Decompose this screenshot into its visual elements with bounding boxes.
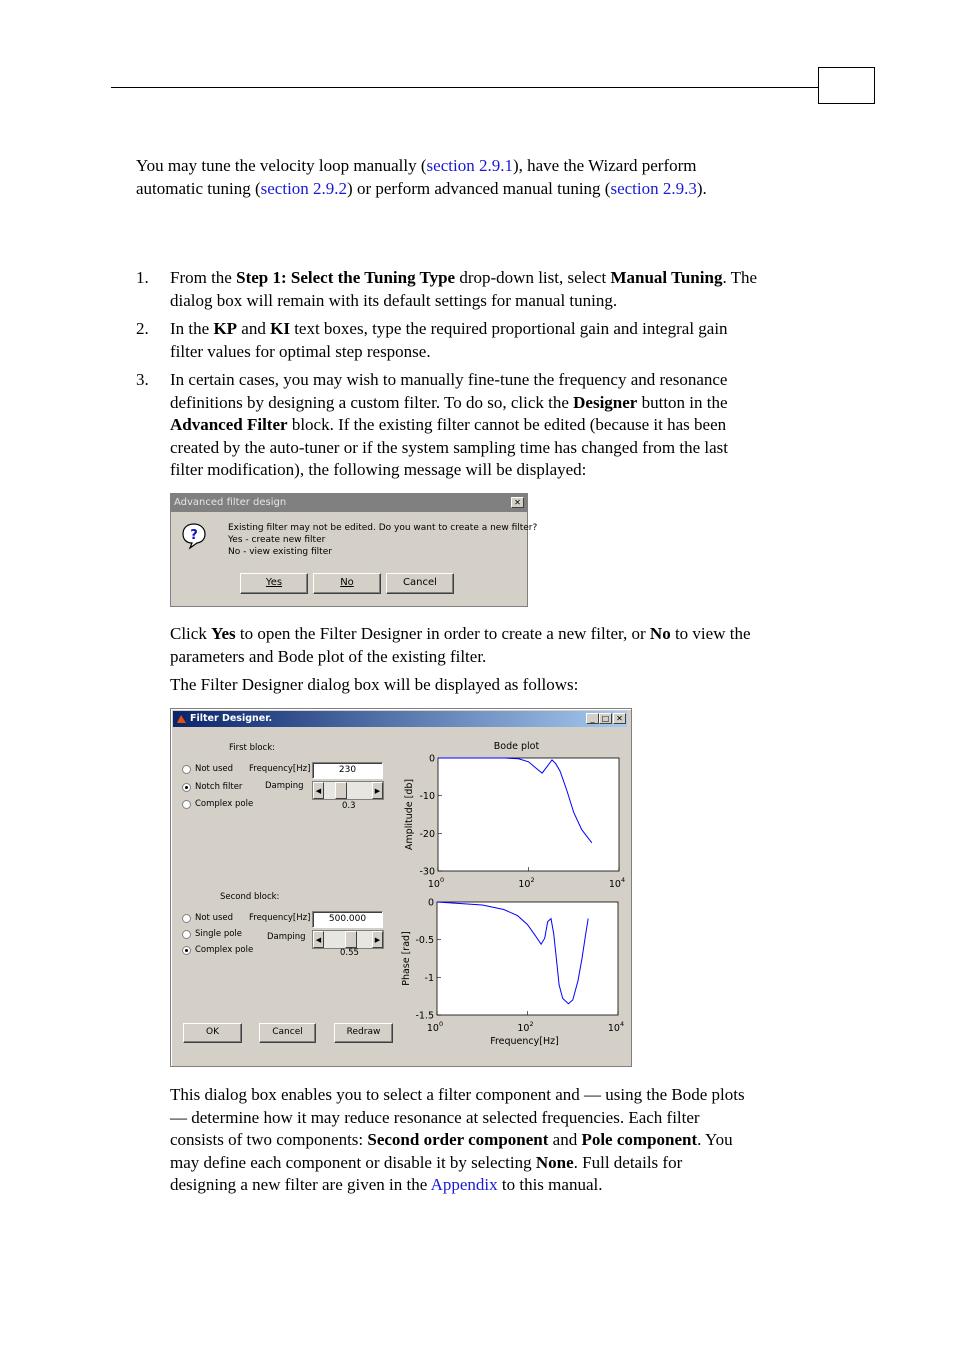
second-damping-slider-thumb[interactable]: [345, 931, 357, 948]
intro-text: automatic tuning (: [136, 178, 261, 198]
x-tick-label: $10^0$: [427, 876, 445, 890]
radio-button[interactable]: [182, 946, 191, 955]
radio-button[interactable]: [182, 783, 191, 792]
close-icon[interactable]: ✕: [613, 713, 626, 724]
cancel-button[interactable]: Cancel: [259, 1023, 316, 1043]
x-tick-label: $10^4$: [608, 876, 626, 890]
section-2-9-3-link[interactable]: section 2.9.3: [610, 178, 697, 198]
svg-text:?: ?: [190, 528, 198, 543]
intro-text: ), have the Wizard perform: [512, 156, 697, 175]
bode-plot: [391, 731, 629, 1061]
first-block-label: First block:: [229, 743, 276, 753]
y-tick-label: 0: [428, 753, 435, 765]
y-tick-label: -1: [424, 972, 434, 984]
step-3: [136, 369, 836, 482]
header-rule: [111, 87, 818, 88]
step-1: [136, 267, 836, 312]
radio-button[interactable]: [182, 914, 191, 923]
step-line: From the Step 1: Select the Tuning Type drop-down list, select Manual Tuning. The: [170, 268, 758, 287]
closing-line: — determine how it may reduce resonance at selected frequencies. Each filter: [170, 1107, 700, 1127]
plot-area: [438, 758, 619, 871]
x-tick-label: $10^4$: [607, 1020, 625, 1034]
radio-label: Complex pole: [195, 945, 254, 955]
step-line: In the KP and KI text boxes, type the required proportional gain and integral gain: [170, 319, 728, 338]
display-paragraph: The Filter Designer dialog box will be displayed as follows:: [170, 675, 579, 694]
step-text: [170, 318, 836, 363]
intro-text: You may tune the velocity loop manually (: [136, 156, 427, 175]
step-line: filter values for optimal step response.: [170, 341, 431, 361]
closing-line: consists of two components: Second order component and Pole component. You: [170, 1130, 733, 1149]
y-tick-label: 0: [427, 897, 434, 909]
filter-designer-titlebar: [173, 711, 627, 727]
y-axis-label: Phase [rad]: [401, 931, 412, 986]
y-tick-label: -30: [419, 866, 435, 878]
closing-line: designing a new filter are given in the Appendix to this manual.: [170, 1175, 603, 1194]
radio-label: Not used: [195, 913, 234, 923]
first-damping-slider[interactable]: [312, 781, 384, 800]
chart-title: Bode plot: [493, 741, 540, 752]
page-number-box: [818, 67, 875, 104]
dialog-titlebar: [171, 494, 527, 512]
radio-label: Not used: [195, 764, 234, 774]
radio-button[interactable]: [182, 765, 191, 774]
paragraph-line: parameters and Bode plot of the existing filter.: [170, 646, 487, 666]
step-text: [170, 267, 836, 312]
step-number: 1.: [136, 268, 149, 287]
cancel-button[interactable]: Cancel: [386, 573, 454, 594]
dialog-title: Advanced filter design: [174, 497, 287, 508]
filter-designer-dialog: [170, 708, 632, 1067]
step-line: created by the auto-tuner or if the system sampling time has changed from the last: [170, 437, 728, 457]
click-yes-paragraph: [170, 623, 840, 668]
maximize-icon[interactable]: □: [599, 713, 612, 724]
step-line: Advanced Filter block. If the existing filter cannot be edited (because it has been: [170, 415, 727, 434]
second-damping-value: 0.55: [340, 948, 359, 958]
first-damping-slider-thumb[interactable]: [335, 782, 347, 799]
no-button[interactable]: No: [313, 573, 381, 594]
minimize-icon[interactable]: _: [586, 713, 599, 724]
intro-paragraph: [136, 155, 826, 200]
section-2-9-2-link[interactable]: section 2.9.2: [260, 178, 348, 198]
step-number: 2.: [136, 319, 149, 338]
second-frequency-label: Frequency[Hz]: [249, 913, 311, 923]
step-number: 3.: [136, 370, 149, 389]
y-tick-label: -0.5: [415, 935, 434, 947]
step-line: dialog box will remain with its default settings for manual tuning.: [170, 290, 618, 310]
first-damping-label: Damping: [265, 781, 304, 791]
radio-button[interactable]: [182, 800, 191, 809]
step-line: In certain cases, you may wish to manually fine-tune the frequency and resonance: [170, 370, 728, 389]
x-tick-label: $10^2$: [518, 876, 535, 890]
close-icon[interactable]: ✕: [511, 497, 524, 508]
dialog-message-line-1: Existing filter may not be edited. Do you want to create a new filter?: [228, 523, 538, 533]
slider-left-arrow-icon[interactable]: ◀: [313, 931, 324, 948]
closing-paragraph: [170, 1084, 840, 1197]
filter-designer-title: Filter Designer.: [173, 711, 627, 727]
step-line: filter modification), the following message will be displayed:: [170, 460, 587, 479]
second-damping-slider[interactable]: [312, 930, 384, 949]
slider-right-arrow-icon[interactable]: ▶: [372, 931, 383, 948]
section-2-9-1-link[interactable]: section 2.9.1: [426, 156, 513, 175]
dialog-message-line-2: Yes - create new filter: [228, 535, 326, 545]
dialog-message-line-3: No - view existing filter: [228, 547, 332, 557]
y-axis-label: Amplitude [db]: [404, 778, 415, 851]
step-line: definitions by designing a custom filter. To do so, click the Designer button in the: [170, 392, 728, 412]
x-axis-label: Frequency[Hz]: [490, 1036, 559, 1047]
plot-area: [437, 902, 618, 1015]
first-frequency-input[interactable]: 230: [312, 762, 383, 779]
intro-text: ) or perform advanced manual tuning (: [347, 178, 611, 198]
radio-label: Notch filter: [195, 781, 243, 792]
step-2: [136, 318, 836, 363]
appendix-link[interactable]: Appendix: [430, 1175, 498, 1194]
yes-button[interactable]: Yes: [240, 573, 308, 594]
step-text: [170, 369, 836, 482]
radio-label: Complex pole: [195, 799, 254, 809]
second-frequency-input[interactable]: 500.000: [312, 911, 383, 928]
intro-line-2: [136, 178, 826, 201]
closing-line: This dialog box enables you to select a filter component and — using the Bode plots: [170, 1085, 745, 1104]
radio-label: Single pole: [195, 929, 243, 939]
redraw-button[interactable]: Redraw: [334, 1023, 393, 1043]
slider-left-arrow-icon[interactable]: ◀: [313, 782, 324, 799]
x-tick-label: $10^2$: [517, 1020, 534, 1034]
matlab-logo-icon: [176, 714, 187, 724]
radio-button[interactable]: [182, 930, 191, 939]
slider-right-arrow-icon[interactable]: ▶: [372, 782, 383, 799]
first-damping-value: 0.3: [342, 801, 356, 811]
second-damping-label: Damping: [267, 932, 306, 942]
intro-text: ).: [696, 178, 707, 198]
advanced-filter-design-dialog: [170, 493, 538, 607]
y-tick-label: -20: [419, 828, 435, 840]
second-block-label: Second block:: [220, 892, 280, 902]
question-icon: [181, 522, 207, 550]
paragraph-line: Click Yes to open the Filter Designer in order to create a new filter, or No to view the: [170, 624, 751, 643]
y-tick-label: -1.5: [415, 1010, 434, 1022]
intro-line-1: [136, 155, 826, 178]
x-tick-label: $10^0$: [426, 1020, 444, 1034]
first-frequency-label: Frequency[Hz]: [249, 764, 311, 774]
closing-line: may define each component or disable it by selecting None. Full details for: [170, 1152, 683, 1172]
ok-button[interactable]: OK: [183, 1023, 242, 1043]
y-tick-label: -10: [419, 791, 435, 803]
